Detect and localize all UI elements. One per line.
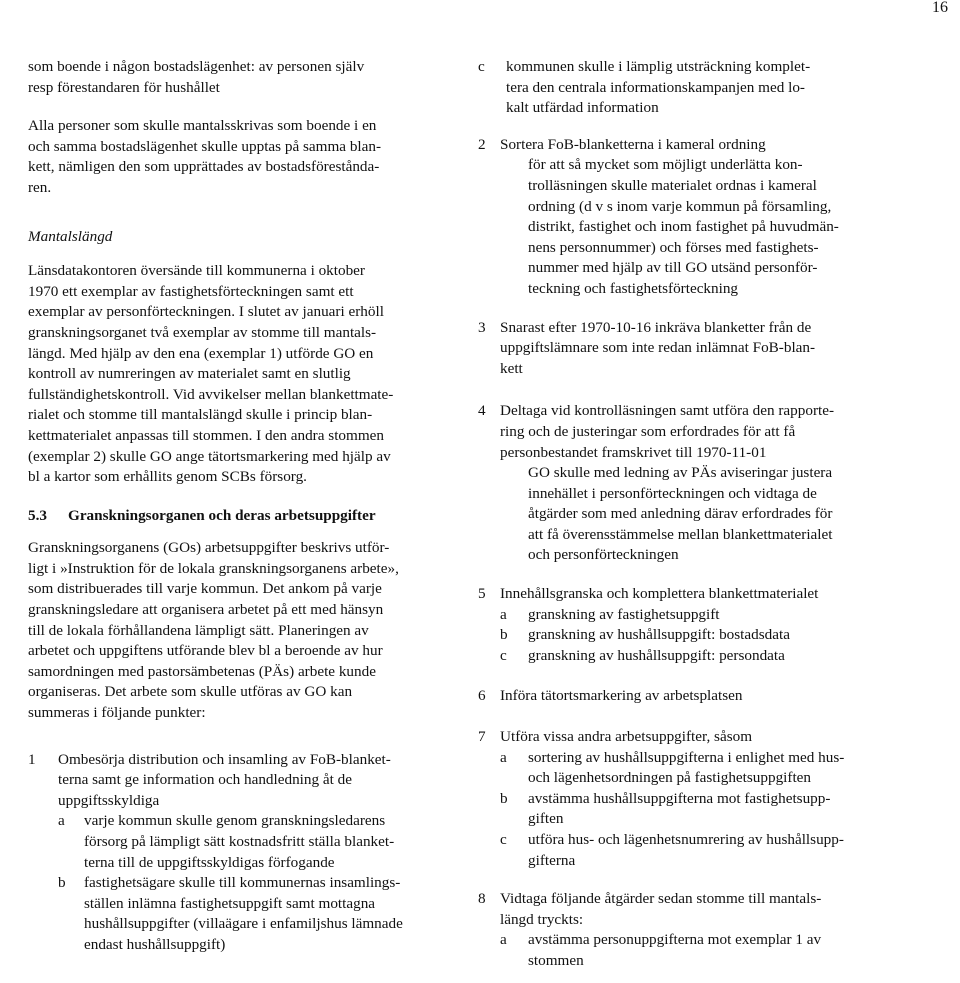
- sub-item: b avstämma hushållsuppgifterna mot fastighetsupp- giften: [500, 789, 930, 830]
- list-item: 4 Deltaga vid kontrolläsningen samt utföra den rapporte- ring och de justeringar som erfordrades för att få personbestandet framskrivet till 1970-11-01 GO skulle med ledning av PÄs aviseringar justera innehället i personförteckningen och vidtaga de åtgärder som med anledning därav erfordrades för att få överensstämmelse mellan blankettmaterialet och personförteckningen: [478, 401, 930, 566]
- section-title: Granskningsorganen och deras arbetsuppgifter: [68, 506, 376, 524]
- list-item: 7 Utföra vissa andra arbetsuppgifter, såsom a sortering av hushållsuppgifterna i enlighet med hus- och lägenhetsordningen på fastighetsuppgiften b avstämma hushållsuppgifterna mot fastighetsupp- giften c utföra hus- och lägenhetsnumrering av hushållsupp- gifterna: [478, 727, 930, 871]
- sub-item: c granskning av hushållsuppgift: persondata: [500, 646, 930, 667]
- sub-item: a granskning av fastighetsuppgift: [500, 605, 930, 626]
- sub-item-letter: a: [58, 812, 65, 830]
- mantalsskrivning-paragraph: Alla personer som skulle mantalsskrivas som boende i en och samma bostadslägenhet skulle upptas på samma blan- kett, nämligen den som upprättades av bostadsföreståndа- ren.: [28, 117, 382, 196]
- list-item-number: 8: [478, 890, 486, 908]
- list-item-number: 2: [478, 135, 486, 153]
- sub-item: b granskning av hushållsuppgift: bostadsdata: [500, 625, 930, 646]
- list-item: 2 Sortera FoB-blanketterna i kameral ordning för att så mycket som möjligt underlätta kon- trolläsningen skulle materialet ordnas i kameral ordning (d v s inom varje kommun på församling, distrikt, fastighet och inom fastighet på huvudmän- nens personnummer) och förses med fastighets- nummer med hjälp av till GO utsänd personför- teckning och fastighetsförteckning: [478, 135, 930, 300]
- sub-item: a sortering av hushållsuppgifterna i enlighet med hus- och lägenhetsordningen på fastighetsuppgiften: [500, 748, 930, 789]
- list-item-number: 4: [478, 402, 486, 420]
- sub-item-letter: a: [500, 605, 507, 623]
- granskningsorgan-paragraph: Granskningsorganens (GOs) arbetsuppgifter beskrivs utför- ligt i »Instruktion för de lokala granskningsorganens arbete», som distribuerades till varje kommun. Det ankom på varje granskningsledare att organisera arbetet på ett med hänsyn till de lokala förhållandena lämpligt sätt. Planeringen av arbetet och uppgiftens utförande blev bl a beroende av hur samordningen med pastorsämbetenas (PÄs) arbete kunde organiseras. Det arbete som skulle utföras av GO kan summeras i följande punkter:: [28, 539, 399, 722]
- sub-item-letter: a: [500, 931, 507, 949]
- list-item: 6 Införa tätortsmarkering av arbetsplatsen: [478, 686, 930, 707]
- page-number: 16: [932, 0, 948, 16]
- sub-item-letter: b: [500, 626, 508, 644]
- sub-item-letter: b: [58, 874, 66, 892]
- left-column: [28, 57, 458, 956]
- sub-item: a avstämma personuppgifterna mot exemplar 1 av stommen: [500, 930, 930, 971]
- list-item-number: 6: [478, 687, 486, 705]
- sub-item: c kommunen skulle i lämplig utsträckning komplet- tera den centrala informationskampanjen med lo- kalt utfärdad information: [478, 57, 930, 119]
- sub-item-letter: c: [500, 646, 507, 664]
- mantalslangd-heading: Mantalslängd: [28, 227, 113, 245]
- sub-item: c utföra hus- och lägenhetsnumrering av hushållsupp- gifterna: [500, 830, 930, 871]
- list-item-number: 1: [28, 750, 36, 768]
- list-item: 8 Vidtaga följande åtgärder sedan stomme till mantals- längd tryckts: a avstämma personuppgifterna mot exemplar 1 av stommen: [478, 889, 930, 971]
- section-heading: [28, 506, 458, 527]
- sub-item-letter: a: [500, 748, 507, 766]
- sub-item-letter: c: [478, 58, 485, 75]
- list-item-number: 7: [478, 728, 486, 746]
- sub-item-letter: c: [500, 831, 507, 848]
- list-item-number: 5: [478, 585, 486, 603]
- list-item: 3 Snarast efter 1970-10-16 inkräva blanketter från de uppgiftslämnare som inte redan inlämnat FoB-blan- kett: [478, 318, 930, 380]
- list-item-number: 3: [478, 318, 486, 336]
- section-number: 5.3: [28, 506, 47, 524]
- sub-item-letter: b: [500, 789, 508, 807]
- list-item: 5 Innehållsgranska och komplettera blankettmaterialet a granskning av fastighetsuppgift b granskning av hushållsuppgift: bostadsdata c granskning av hushållsuppgift: persondata: [478, 584, 930, 666]
- intro-paragraph: som boende i någon bostadslägenhet: av personen själv resp förestandaren för hushållet: [28, 58, 365, 96]
- sub-item: b fastighetsägare skulle till kommunernas insamlings- ställen inlämna fastighetsuppgift samt mottagna hushållsuppgifter (villaägare i enfamiljshus lämnade endast hushållsuppgift): [58, 873, 458, 955]
- mantalslangd-paragraph: Länsdatakontoren översände till kommunerna i oktober 1970 ett exemplar av fastighetsförteckningen samt ett exemplar av personförteckningen. I slutet av januari erhöll granskningsorganet två exemplar av stomme till mantals- längd. Med hjälp av den ena (exemplar 1) utförde GO en kontroll av numreringen av materialet samt en slutlig fullständighetskontroll. Vid avvikelser mellan blankettmate- rialet och stomme till mantalslängd skulle i princip blan- kettmaterialet anpassas till stommen. I den andra stommen (exemplar 2) skulle GO ange tätortsmarkering med hjälp av bl a kartor som erhållits genom SCBs försorg.: [28, 262, 394, 486]
- sub-item: a varje kommun skulle genom granskningsledarens försorg på lämpligt sätt kostnadsfritt ställa blanket- terna till de uppgiftsskyldigas förfogande: [58, 811, 458, 873]
- right-column: [478, 57, 930, 972]
- list-item: 1 Ombesörja distribution och insamling av FoB-blanket- terna samt ge information och handledning åt de uppgiftsskyldiga a varje kommun skulle genom granskningsledarens försorg på lämpligt sätt kostnadsfritt ställa blanket- terna till de uppgiftsskyldigas förfogande b fastighetsägare skulle till kommunernas insamlings- ställen inlämna fastighetsuppgift samt mottagna hushållsuppgifter (villaägare i enfamiljshus lämnade endast hushållsuppgift): [28, 750, 458, 956]
